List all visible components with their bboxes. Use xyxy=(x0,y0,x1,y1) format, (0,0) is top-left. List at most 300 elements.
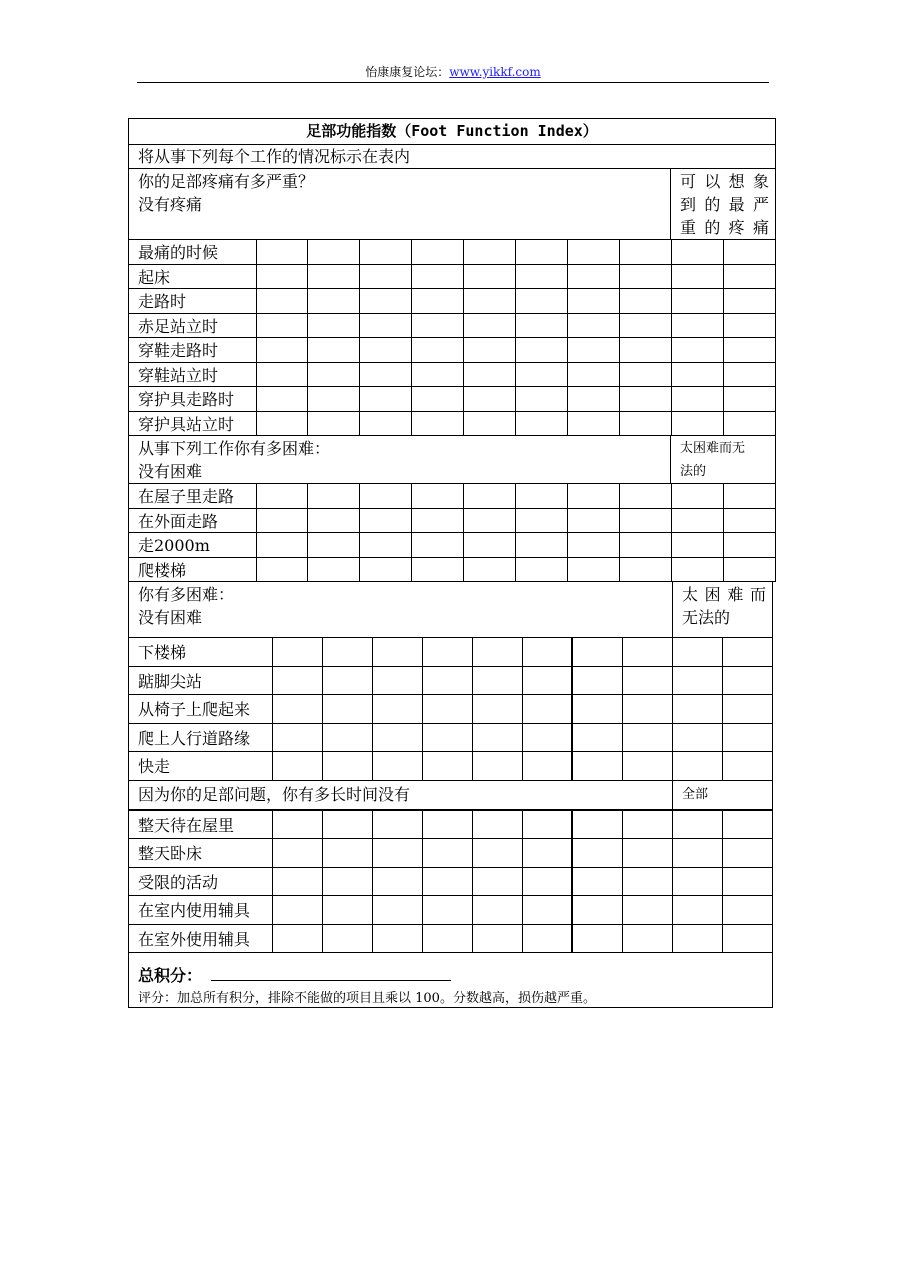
rating-cell[interactable] xyxy=(256,313,308,338)
rating-cell[interactable] xyxy=(671,387,723,412)
rating-cell[interactable] xyxy=(619,264,671,289)
rating-cell[interactable] xyxy=(256,557,308,581)
rating-cell[interactable] xyxy=(360,557,412,581)
rating-cell[interactable] xyxy=(722,896,772,925)
rating-cell[interactable] xyxy=(672,695,722,724)
duration-right-anchor: 全部 xyxy=(682,786,709,802)
rating-cell[interactable] xyxy=(522,811,572,839)
rating-cell[interactable] xyxy=(515,362,567,387)
rating-cell[interactable] xyxy=(422,896,472,925)
rating-cell[interactable] xyxy=(722,867,772,896)
item-label: 起床 xyxy=(129,264,256,289)
rating-cell[interactable] xyxy=(322,666,372,695)
rating-cell[interactable] xyxy=(515,240,567,264)
rating-cell[interactable] xyxy=(619,338,671,363)
rating-cell[interactable] xyxy=(472,867,522,896)
rating-cell[interactable] xyxy=(472,811,522,839)
table-row xyxy=(129,338,775,363)
rating-cell[interactable] xyxy=(723,387,775,412)
rating-cell[interactable] xyxy=(567,508,619,533)
rating-cell[interactable] xyxy=(723,484,775,508)
item-label: 从椅子上爬起来 xyxy=(129,695,272,724)
rating-cell[interactable] xyxy=(722,666,772,695)
item-label: 穿鞋站立时 xyxy=(129,362,256,387)
rating-cell[interactable] xyxy=(464,508,516,533)
rating-cell[interactable] xyxy=(522,896,572,925)
table-row xyxy=(129,264,775,289)
rating-cell[interactable] xyxy=(412,411,464,435)
rating-cell[interactable] xyxy=(722,839,772,868)
rating-cell[interactable] xyxy=(672,896,722,925)
rating-cell[interactable] xyxy=(256,533,308,558)
rating-cell[interactable] xyxy=(619,557,671,581)
rating-cell[interactable] xyxy=(360,313,412,338)
rating-cell[interactable] xyxy=(412,362,464,387)
rating-cell[interactable] xyxy=(515,533,567,558)
rating-cell[interactable] xyxy=(464,557,516,581)
rating-cell[interactable] xyxy=(322,839,372,868)
activity-difficulty-section xyxy=(128,582,773,781)
rating-cell[interactable] xyxy=(515,289,567,314)
item-label: 快走 xyxy=(129,752,272,780)
rating-cell[interactable] xyxy=(622,924,672,952)
item-label: 爬楼梯 xyxy=(129,557,256,581)
rating-cell[interactable] xyxy=(360,508,412,533)
rating-cell[interactable] xyxy=(256,240,308,264)
rating-cell[interactable] xyxy=(422,839,472,868)
rating-cell[interactable] xyxy=(671,411,723,435)
item-label: 走路时 xyxy=(129,289,256,314)
rating-cell[interactable] xyxy=(372,752,422,780)
rating-cell[interactable] xyxy=(572,924,622,952)
rating-cell[interactable] xyxy=(322,638,372,666)
rating-cell[interactable] xyxy=(412,387,464,412)
rating-cell[interactable] xyxy=(622,723,672,752)
scoring-note: 评分：加总所有积分，排除不能做的项目且乘以 100。分数越高，损伤越严重。 xyxy=(138,991,596,1006)
rating-cell[interactable] xyxy=(472,896,522,925)
rating-cell[interactable] xyxy=(256,264,308,289)
rating-cell[interactable] xyxy=(372,695,422,724)
rating-cell[interactable] xyxy=(272,695,322,724)
item-label: 赤足站立时 xyxy=(129,313,256,338)
rating-cell[interactable] xyxy=(723,411,775,435)
rating-cell[interactable] xyxy=(572,666,622,695)
rating-cell[interactable] xyxy=(572,723,622,752)
rating-cell[interactable] xyxy=(671,338,723,363)
rating-cell[interactable] xyxy=(322,695,372,724)
pain-section xyxy=(128,169,776,436)
pain-rating-grid xyxy=(129,240,775,435)
rating-cell[interactable] xyxy=(308,313,360,338)
rating-cell[interactable] xyxy=(522,924,572,952)
difficulty-left-anchor: 没有困难 xyxy=(138,462,203,481)
rating-cell[interactable] xyxy=(672,839,722,868)
rating-cell[interactable] xyxy=(723,362,775,387)
table-row xyxy=(129,240,775,264)
difficulty-question-header xyxy=(129,436,775,484)
table-row xyxy=(129,811,772,839)
rating-cell[interactable] xyxy=(272,867,322,896)
table-row xyxy=(129,924,772,952)
rating-cell[interactable] xyxy=(422,924,472,952)
item-label: 走2000m xyxy=(129,533,256,558)
rating-cell[interactable] xyxy=(619,313,671,338)
rating-cell[interactable] xyxy=(308,338,360,363)
table-row xyxy=(129,508,775,533)
rating-cell[interactable] xyxy=(515,508,567,533)
rating-cell[interactable] xyxy=(360,240,412,264)
rating-cell[interactable] xyxy=(515,387,567,412)
rating-cell[interactable] xyxy=(272,811,322,839)
rating-cell[interactable] xyxy=(472,723,522,752)
rating-cell[interactable] xyxy=(572,896,622,925)
rating-cell[interactable] xyxy=(567,264,619,289)
rating-cell[interactable] xyxy=(412,313,464,338)
rating-cell[interactable] xyxy=(522,638,572,666)
rating-cell[interactable] xyxy=(671,533,723,558)
rating-cell[interactable] xyxy=(464,240,516,264)
rating-cell[interactable] xyxy=(308,289,360,314)
rating-cell[interactable] xyxy=(464,313,516,338)
duration-question: 因为你的足部问题，你有多长时间没有 xyxy=(138,784,411,804)
pain-question: 你的足部疼痛有多严重？ xyxy=(138,172,315,191)
rating-cell[interactable] xyxy=(464,411,516,435)
table-row xyxy=(129,533,775,558)
rating-cell[interactable] xyxy=(256,362,308,387)
rating-cell[interactable] xyxy=(360,387,412,412)
rating-cell[interactable] xyxy=(671,240,723,264)
difficulty-rating-grid xyxy=(129,484,775,581)
rating-cell[interactable] xyxy=(572,752,622,780)
rating-cell[interactable] xyxy=(360,411,412,435)
rating-cell[interactable] xyxy=(272,839,322,868)
rating-cell[interactable] xyxy=(472,695,522,724)
total-score-area xyxy=(129,952,772,1007)
rating-cell[interactable] xyxy=(272,723,322,752)
rating-cell[interactable] xyxy=(522,867,572,896)
item-label: 踮脚尖站 xyxy=(129,666,272,695)
rating-cell[interactable] xyxy=(572,695,622,724)
rating-cell[interactable] xyxy=(322,924,372,952)
rating-cell[interactable] xyxy=(723,264,775,289)
rating-cell[interactable] xyxy=(619,387,671,412)
rating-cell[interactable] xyxy=(515,411,567,435)
rating-cell[interactable] xyxy=(572,867,622,896)
rating-cell[interactable] xyxy=(256,338,308,363)
item-label: 整天待在屋里 xyxy=(129,811,272,839)
item-label: 下楼梯 xyxy=(129,638,272,666)
rating-cell[interactable] xyxy=(464,362,516,387)
rating-cell[interactable] xyxy=(672,666,722,695)
rating-cell[interactable] xyxy=(622,638,672,666)
rating-cell[interactable] xyxy=(723,313,775,338)
rating-cell[interactable] xyxy=(567,484,619,508)
rating-cell[interactable] xyxy=(308,411,360,435)
total-score-input-line[interactable] xyxy=(211,980,451,981)
rating-cell[interactable] xyxy=(722,811,772,839)
rating-cell[interactable] xyxy=(372,811,422,839)
rating-cell[interactable] xyxy=(412,289,464,314)
form-title-section xyxy=(128,118,776,169)
activity-rating-grid xyxy=(129,638,772,780)
rating-cell[interactable] xyxy=(464,289,516,314)
rating-cell[interactable] xyxy=(671,313,723,338)
table-row xyxy=(129,839,772,868)
rating-cell[interactable] xyxy=(422,867,472,896)
rating-cell[interactable] xyxy=(572,811,622,839)
item-label: 爬上人行道路缘 xyxy=(129,723,272,752)
rating-cell[interactable] xyxy=(572,839,622,868)
rating-cell[interactable] xyxy=(619,508,671,533)
total-score-label: 总积分： xyxy=(138,966,203,985)
rating-cell[interactable] xyxy=(672,638,722,666)
rating-cell[interactable] xyxy=(372,638,422,666)
rating-cell[interactable] xyxy=(671,484,723,508)
rating-cell[interactable] xyxy=(360,484,412,508)
rating-cell[interactable] xyxy=(522,695,572,724)
rating-cell[interactable] xyxy=(256,411,308,435)
rating-cell[interactable] xyxy=(671,264,723,289)
rating-cell[interactable] xyxy=(567,338,619,363)
rating-cell[interactable] xyxy=(672,811,722,839)
rating-cell[interactable] xyxy=(522,839,572,868)
table-row xyxy=(129,752,772,780)
rating-cell[interactable] xyxy=(308,557,360,581)
site-link[interactable]: www.yikkf.com xyxy=(449,65,541,79)
rating-cell[interactable] xyxy=(256,508,308,533)
rating-cell[interactable] xyxy=(567,362,619,387)
table-row xyxy=(129,638,772,666)
rating-cell[interactable] xyxy=(308,387,360,412)
rating-cell[interactable] xyxy=(322,752,372,780)
rating-cell[interactable] xyxy=(619,533,671,558)
duration-question-header xyxy=(129,781,772,811)
rating-cell[interactable] xyxy=(723,240,775,264)
item-label: 在室外使用辅具 xyxy=(129,924,272,952)
rating-cell[interactable] xyxy=(672,924,722,952)
rating-cell[interactable] xyxy=(619,362,671,387)
table-row xyxy=(129,867,772,896)
rating-cell[interactable] xyxy=(567,240,619,264)
rating-cell[interactable] xyxy=(412,508,464,533)
table-row xyxy=(129,666,772,695)
rating-cell[interactable] xyxy=(619,411,671,435)
rating-cell[interactable] xyxy=(622,666,672,695)
pain-left-anchor: 没有疼痛 xyxy=(138,195,203,214)
rating-cell[interactable] xyxy=(522,723,572,752)
rating-cell[interactable] xyxy=(322,896,372,925)
pain-question-header xyxy=(129,169,775,240)
rating-cell[interactable] xyxy=(360,264,412,289)
item-label: 在外面走路 xyxy=(129,508,256,533)
rating-cell[interactable] xyxy=(272,666,322,695)
table-row xyxy=(129,313,775,338)
rating-cell[interactable] xyxy=(464,533,516,558)
rating-cell[interactable] xyxy=(622,867,672,896)
rating-cell[interactable] xyxy=(472,666,522,695)
rating-cell[interactable] xyxy=(515,484,567,508)
rating-cell[interactable] xyxy=(464,387,516,412)
rating-cell[interactable] xyxy=(412,338,464,363)
rating-cell[interactable] xyxy=(723,557,775,581)
rating-cell[interactable] xyxy=(272,896,322,925)
rating-cell[interactable] xyxy=(567,411,619,435)
item-label: 最痛的时候 xyxy=(129,240,256,264)
rating-cell[interactable] xyxy=(256,484,308,508)
rating-cell[interactable] xyxy=(272,752,322,780)
rating-cell[interactable] xyxy=(619,484,671,508)
rating-cell[interactable] xyxy=(360,533,412,558)
form-title: 足部功能指数（Foot Function Index） xyxy=(129,119,775,145)
rating-cell[interactable] xyxy=(672,723,722,752)
rating-cell[interactable] xyxy=(308,508,360,533)
rating-cell[interactable] xyxy=(422,723,472,752)
rating-cell[interactable] xyxy=(360,362,412,387)
rating-cell[interactable] xyxy=(322,811,372,839)
rating-cell[interactable] xyxy=(422,811,472,839)
activity-question-header xyxy=(129,582,772,638)
activity-right-anchor-line2: 无法的 xyxy=(682,608,731,627)
rating-cell[interactable] xyxy=(372,723,422,752)
rating-cell[interactable] xyxy=(622,839,672,868)
rating-cell[interactable] xyxy=(308,362,360,387)
rating-cell[interactable] xyxy=(308,484,360,508)
rating-cell[interactable] xyxy=(515,557,567,581)
form-instruction: 将从事下列每个工作的情况标示在表内 xyxy=(138,147,411,166)
rating-cell[interactable] xyxy=(256,289,308,314)
table-row xyxy=(129,362,775,387)
rating-cell[interactable] xyxy=(472,638,522,666)
rating-cell[interactable] xyxy=(272,924,322,952)
rating-cell[interactable] xyxy=(522,666,572,695)
pain-right-anchor-line2: 到的最严 xyxy=(680,195,769,214)
rating-cell[interactable] xyxy=(372,666,422,695)
rating-cell[interactable] xyxy=(567,533,619,558)
item-label: 在室内使用辅具 xyxy=(129,896,272,925)
difficulty-section xyxy=(128,436,776,582)
rating-cell[interactable] xyxy=(422,752,472,780)
activity-right-anchor-line1: 太困难而 xyxy=(682,585,766,604)
rating-cell[interactable] xyxy=(412,264,464,289)
rating-cell[interactable] xyxy=(567,313,619,338)
rating-cell[interactable] xyxy=(422,695,472,724)
rating-cell[interactable] xyxy=(723,289,775,314)
rating-cell[interactable] xyxy=(722,752,772,780)
rating-cell[interactable] xyxy=(671,557,723,581)
rating-cell[interactable] xyxy=(472,839,522,868)
rating-cell[interactable] xyxy=(515,264,567,289)
rating-cell[interactable] xyxy=(723,533,775,558)
rating-cell[interactable] xyxy=(360,338,412,363)
table-row xyxy=(129,411,775,435)
item-label: 穿护具走路时 xyxy=(129,387,256,412)
rating-cell[interactable] xyxy=(308,533,360,558)
rating-cell[interactable] xyxy=(422,638,472,666)
rating-cell[interactable] xyxy=(464,484,516,508)
rating-cell[interactable] xyxy=(722,695,772,724)
rating-cell[interactable] xyxy=(622,695,672,724)
rating-cell[interactable] xyxy=(372,896,422,925)
rating-cell[interactable] xyxy=(308,264,360,289)
rating-cell[interactable] xyxy=(472,752,522,780)
rating-cell[interactable] xyxy=(567,557,619,581)
rating-cell[interactable] xyxy=(567,387,619,412)
rating-cell[interactable] xyxy=(723,508,775,533)
table-row xyxy=(129,289,775,314)
item-label: 穿护具站立时 xyxy=(129,411,256,435)
rating-cell[interactable] xyxy=(308,240,360,264)
item-label: 受限的活动 xyxy=(129,867,272,896)
rating-cell[interactable] xyxy=(671,508,723,533)
item-label: 穿鞋走路时 xyxy=(129,338,256,363)
rating-cell[interactable] xyxy=(412,484,464,508)
table-row xyxy=(129,557,775,581)
rating-cell[interactable] xyxy=(322,723,372,752)
rating-cell[interactable] xyxy=(464,264,516,289)
rating-cell[interactable] xyxy=(622,896,672,925)
item-label: 整天卧床 xyxy=(129,839,272,868)
rating-cell[interactable] xyxy=(722,638,772,666)
rating-cell[interactable] xyxy=(622,752,672,780)
rating-cell[interactable] xyxy=(372,924,422,952)
rating-cell[interactable] xyxy=(372,867,422,896)
rating-cell[interactable] xyxy=(672,752,722,780)
table-row xyxy=(129,723,772,752)
rating-cell[interactable] xyxy=(256,387,308,412)
rating-cell[interactable] xyxy=(671,289,723,314)
table-row xyxy=(129,695,772,724)
rating-cell[interactable] xyxy=(464,338,516,363)
rating-cell[interactable] xyxy=(412,557,464,581)
table-row xyxy=(129,896,772,925)
activity-question: 你有多困难： xyxy=(138,585,235,604)
rating-cell[interactable] xyxy=(567,289,619,314)
rating-cell[interactable] xyxy=(619,289,671,314)
rating-cell[interactable] xyxy=(322,867,372,896)
site-label: 怡康康复论坛： xyxy=(365,65,450,79)
table-row xyxy=(129,484,775,508)
rating-cell[interactable] xyxy=(372,839,422,868)
duration-section xyxy=(128,781,773,1009)
rating-cell[interactable] xyxy=(472,924,522,952)
rating-cell[interactable] xyxy=(622,811,672,839)
rating-cell[interactable] xyxy=(722,924,772,952)
rating-cell[interactable] xyxy=(672,867,722,896)
difficulty-right-anchor-line1: 太困难而无 xyxy=(680,441,746,456)
pain-right-anchor-line3: 重的疼痛 xyxy=(680,218,769,237)
rating-cell[interactable] xyxy=(671,362,723,387)
activity-left-anchor: 没有困难 xyxy=(138,608,203,627)
rating-cell[interactable] xyxy=(412,533,464,558)
rating-cell[interactable] xyxy=(572,638,622,666)
duration-rating-grid xyxy=(129,811,772,953)
rating-cell[interactable] xyxy=(619,240,671,264)
rating-cell[interactable] xyxy=(515,313,567,338)
rating-cell[interactable] xyxy=(515,338,567,363)
page-header xyxy=(137,62,769,83)
rating-cell[interactable] xyxy=(272,638,322,666)
rating-cell[interactable] xyxy=(722,723,772,752)
rating-cell[interactable] xyxy=(422,666,472,695)
rating-cell[interactable] xyxy=(522,752,572,780)
rating-cell[interactable] xyxy=(360,289,412,314)
rating-cell[interactable] xyxy=(723,338,775,363)
rating-cell[interactable] xyxy=(412,240,464,264)
difficulty-question: 从事下列工作你有多困难： xyxy=(138,439,331,458)
item-label: 在屋子里走路 xyxy=(129,484,256,508)
difficulty-right-anchor-line2: 法的 xyxy=(680,464,707,479)
table-row xyxy=(129,387,775,412)
